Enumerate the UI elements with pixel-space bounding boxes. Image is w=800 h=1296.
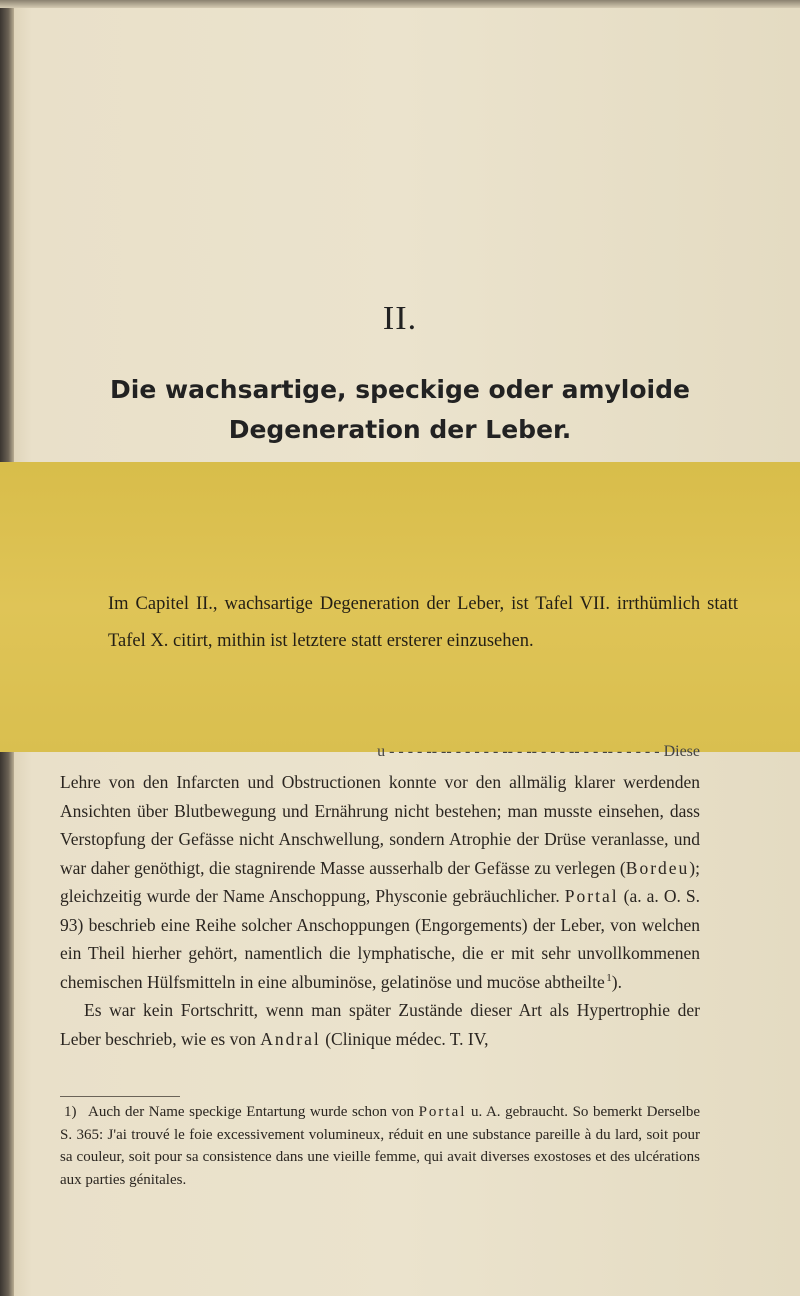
chapter-title-line-1: Die wachsartige, speckige oder amyloide [110, 375, 690, 404]
author-name: Andral [260, 1028, 321, 1049]
page-top-edge [0, 0, 800, 8]
footnote-mark: 1) [64, 1104, 77, 1120]
footnote-reference: 1 [606, 971, 612, 984]
erratum-slip [0, 462, 800, 752]
erratum-text: Im Capitel II., wachsartige Degeneration der Leber, ist Tafel VII. irrthümlich statt Tafel X. citirt, mithin ist letztere statt ersterer einzusehen. [108, 594, 738, 651]
covered-text-fragment: u - - - - -- -- - - - - - -- - -- - - - -- - - -- - - - - - Diese [377, 743, 700, 760]
author-name: Portal [418, 1104, 467, 1120]
body-text [60, 768, 700, 1053]
footnote-rule [60, 1096, 180, 1097]
chapter-number: II. [382, 300, 418, 337]
author-name: Portal [564, 886, 619, 906]
chapter-title-line-2: Degeneration der Leber. [228, 415, 572, 444]
chapter-title [60, 370, 740, 450]
paragraph-1: Lehre von den Infarcten und Obstructionen konnte vor den allmälig klarer werdenden Ansichten über Blutbewegung und Ernährung nicht bestehen; man musste einsehen, dass Verstopfung der Gefässe nicht Anschwellung, sondern Atrophie der Drüse veranlasse, und war daher genöthigt, die stagnirende Masse ausserhalb der Gefässe zu verlegen (Bordeu); gleichzeitig wurde der Name Anschoppung, Physconie gebräuchlicher. Portal (a. a. O. S. 93) beschrieb eine Reihe solcher Anschoppungen (Engorgements) der Leber, von welchen ein Theil hierher gehört, namentlich die lymphatische, die er mit sehr unvollkommenen chemischen Hülfsmitteln in eine albuminöse, gelatinöse und mucöse abtheilte $^1$). [60, 772, 700, 992]
covered-text-line [60, 743, 700, 762]
footnote: 1) Auch der Name speckige Entartung wurde schon von Portal u. A. gebraucht. So bemerkt Derselbe S. 365: J'ai trouvé le foie excessivement volumineux, réduit en une substance pareille à du lard, soit pour sa couleur, soit pour sa consistence dans une vieille femme, qui avait diverses exostoses et des ulcérations aux parties génitales. [60, 1101, 700, 1191]
paragraph-2: Es war kein Fortschritt, wenn man später Zustände dieser Art als Hypertrophie der Leber beschrieb, wie es von Andral (Clinique médec. T. IV, [60, 1000, 700, 1049]
author-name: Bordeu [625, 857, 690, 878]
